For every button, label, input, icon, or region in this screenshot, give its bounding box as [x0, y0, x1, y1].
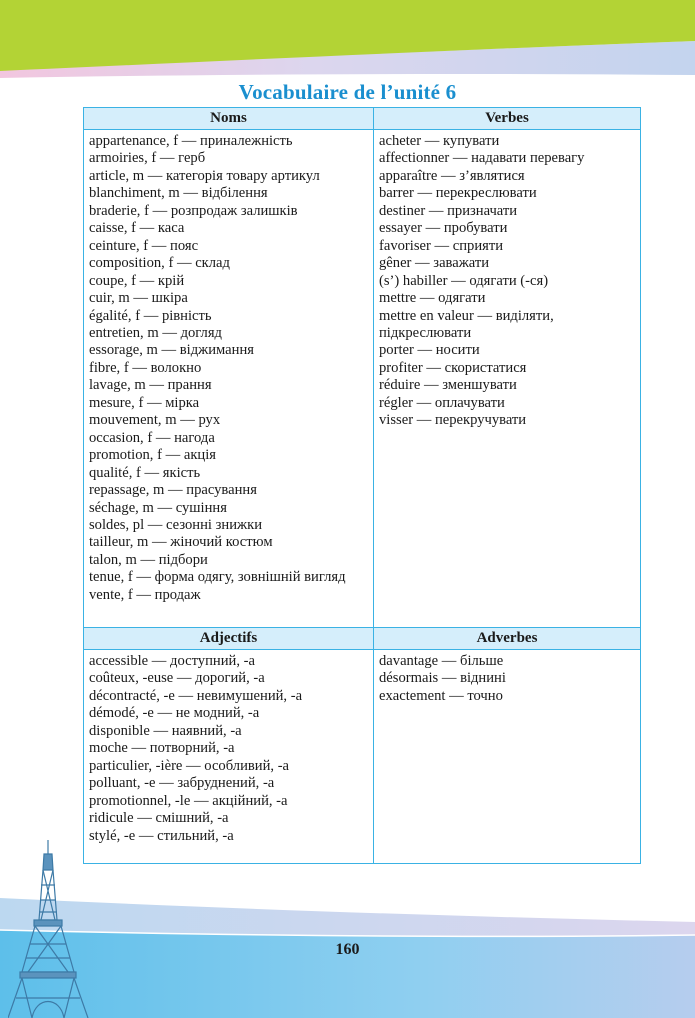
list-item: régler — оплачувати: [379, 394, 505, 411]
list-item: promotionnel, -le — акційний, -а: [89, 792, 288, 809]
list-item: mesure, f — мірка: [89, 394, 200, 411]
list-item: démodé, -e — не модний, -а: [89, 705, 260, 722]
list-item: mettre en valeur — виділяти, підкреслювати: [379, 307, 554, 341]
list-item: coupe, f — крій: [89, 272, 185, 289]
list-item: polluant, -e — забруднений, -а: [89, 775, 275, 792]
list-item: essayer — пробувати: [379, 220, 508, 237]
list-item: destiner — призначати: [379, 202, 518, 219]
list-item: blanchiment, m — відбілення: [89, 185, 268, 202]
vocabulary-table: [83, 107, 641, 864]
adjectifs-heading: Adjectifs: [84, 628, 374, 650]
list-item: talon, m — підбори: [89, 551, 208, 568]
verbes-heading: Verbes: [374, 108, 641, 130]
noms-heading: Noms: [84, 108, 374, 130]
list-item: séchage, m — сушіння: [89, 499, 227, 516]
list-item: égalité, f — рівність: [89, 307, 212, 324]
list-item: promotion, f — акція: [89, 447, 216, 464]
list-item: profiter — скористатися: [379, 359, 527, 376]
list-item: visser — перекручувати: [379, 412, 527, 429]
list-item: braderie, f — розпродаж залишків: [89, 202, 298, 219]
adverbes-list: [374, 650, 640, 705]
list-item: (s’) habiller — одягати (-ся): [379, 272, 549, 289]
list-item: disponible — наявний, -а: [89, 722, 242, 739]
list-item: ceinture, f — пояс: [89, 237, 199, 254]
noms-list: [84, 130, 373, 604]
list-item: particulier, -ière — особливий, -а: [89, 757, 290, 774]
list-item: vente, f — продаж: [89, 586, 201, 603]
list-item: repassage, m — прасування: [89, 482, 257, 499]
list-item: ridicule — смішний, -а: [89, 810, 229, 827]
list-item: coûteux, -euse — дорогий, -а: [89, 670, 265, 687]
list-item: stylé, -e — стильний, -а: [89, 827, 234, 844]
list-item: entretien, m — догляд: [89, 324, 222, 341]
list-item: favoriser — сприяти: [379, 237, 504, 254]
list-item: davantage — більше: [379, 653, 504, 669]
list-item: porter — носити: [379, 342, 480, 359]
list-item: fibre, f — волокно: [89, 359, 202, 376]
list-item: réduire — зменшувати: [379, 377, 517, 394]
list-item: armoiries, f — герб: [89, 150, 206, 167]
eiffel-tower-icon: [8, 840, 118, 1018]
list-item: essorage, m — віджимання: [89, 342, 254, 359]
list-item: barrer — перекреслювати: [379, 185, 537, 202]
list-item: composition, f — склад: [89, 255, 230, 272]
page-number: 160: [335, 941, 360, 958]
list-item: caisse, f — каса: [89, 220, 185, 237]
list-item: désormais — віднині: [379, 670, 506, 687]
verbes-list: [374, 130, 640, 430]
list-item: tenue, f — форма одягу, зовнішній вигляд: [89, 569, 346, 586]
list-item: affectionner — надавати перевагу: [379, 150, 585, 167]
list-item: tailleur, m — жіночий костюм: [89, 534, 273, 551]
page-title: Vocabulaire de l’unité 6: [238, 80, 457, 104]
list-item: appartenance, f — приналежність: [89, 133, 293, 149]
list-item: occasion, f — нагода: [89, 429, 215, 446]
list-item: qualité, f — якість: [89, 464, 201, 481]
list-item: moche — потворний, -а: [89, 740, 235, 757]
list-item: gêner — заважати: [379, 255, 490, 272]
list-item: lavage, m — прання: [89, 377, 212, 394]
list-item: apparaître — з’являтися: [379, 167, 525, 184]
list-item: cuir, m — шкіра: [89, 290, 188, 307]
list-item: article, m — категорія товару артикул: [89, 167, 320, 184]
list-item: acheter — купувати: [379, 133, 500, 149]
list-item: accessible — доступний, -а: [89, 653, 255, 669]
adverbes-heading: Adverbes: [374, 628, 641, 650]
list-item: exactement — точно: [379, 687, 503, 704]
list-item: soldes, pl — сезонні знижки: [89, 516, 263, 533]
list-item: mettre — одягати: [379, 290, 486, 307]
list-item: mouvement, m — рух: [89, 412, 221, 429]
adjectifs-list: [84, 650, 373, 845]
list-item: décontracté, -e — невимушений, -а: [89, 687, 303, 704]
